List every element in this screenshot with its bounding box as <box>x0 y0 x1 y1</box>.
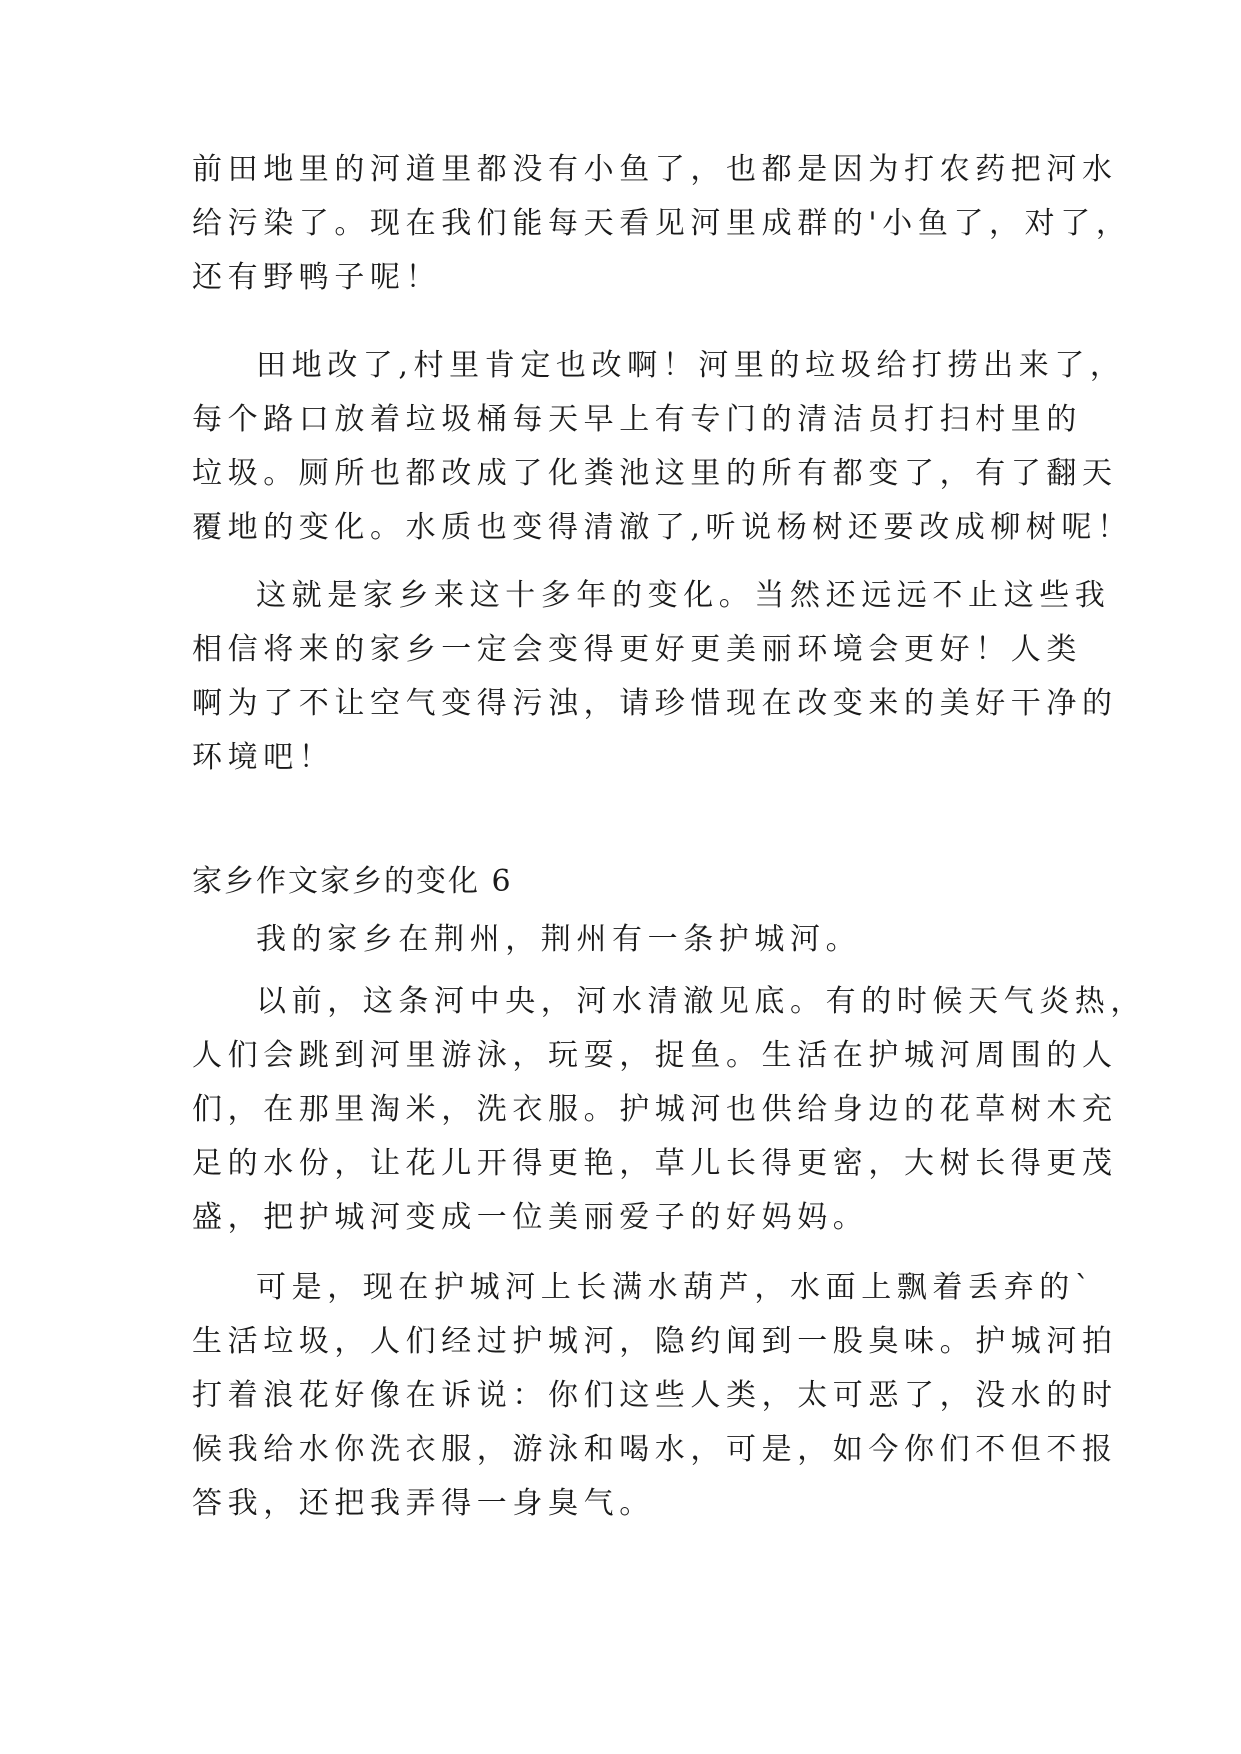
paragraph-line: 们，在那里淘米，洗衣服。护城河也供给身边的花草树木充 <box>192 1092 1118 1127</box>
paragraph-line: 相信将来的家乡一定会变得更好更美丽环境会更好！人类 <box>192 632 1082 667</box>
paragraph-line: 答我，还把我弄得一身臭气。 <box>192 1486 655 1521</box>
paragraph-line: 生活垃圾，人们经过护城河，隐约闻到一股臭味。护城河拍 <box>192 1324 1118 1359</box>
section-heading: 家乡作文家乡的变化 6 <box>192 864 513 899</box>
paragraph-line: 给污染了。现在我们能每天看见河里成群的'小鱼了，对了， <box>192 206 1132 241</box>
paragraph-line: 还有野鸭子呢！ <box>192 260 442 295</box>
paragraph-line: 可是，现在护城河上长满水葫芦，水面上飘着丢弃的` <box>256 1270 1096 1305</box>
paragraph-line: 打着浪花好像在诉说：你们这些人类，太可恶了，没水的时 <box>192 1378 1118 1413</box>
paragraph-line: 每个路口放着垃圾桶每天早上有专门的清洁员打扫村里的 <box>192 402 1082 437</box>
paragraph-line: 这就是家乡来这十多年的变化。当然还远远不止这些我 <box>256 578 1111 613</box>
paragraph-line: 啊为了不让空气变得污浊，请珍惜现在改变来的美好干净的 <box>192 686 1118 721</box>
paragraph-line: 环境吧！ <box>192 740 335 775</box>
paragraph-line: 足的水份，让花儿开得更艳，草儿长得更密，大树长得更茂 <box>192 1146 1118 1181</box>
paragraph-line: 前田地里的河道里都没有小鱼了，也都是因为打农药把河水 <box>192 152 1118 187</box>
paragraph-line: 盛，把护城河变成一位美丽爱子的好妈妈。 <box>192 1200 869 1235</box>
paragraph-line: 覆地的变化。水质也变得清澈了,听说杨树还要改成柳树呢！ <box>192 510 1133 545</box>
paragraph-line: 田地改了,村里肯定也改啊！河里的垃圾给打捞出来了， <box>256 348 1126 383</box>
paragraph-line: 人们会跳到河里游泳，玩耍，捉鱼。生活在护城河周围的人 <box>192 1038 1118 1073</box>
paragraph-line: 以前，这条河中央，河水清澈见底。有的时候天气炎热， <box>256 984 1146 1019</box>
paragraph-line: 垃圾。厕所也都改成了化粪池这里的所有都变了，有了翻天 <box>192 456 1118 491</box>
paragraph-line: 我的家乡在荆州，荆州有一条护城河。 <box>256 922 862 957</box>
paragraph-line: 候我给水你洗衣服，游泳和喝水，可是，如今你们不但不报 <box>192 1432 1118 1467</box>
